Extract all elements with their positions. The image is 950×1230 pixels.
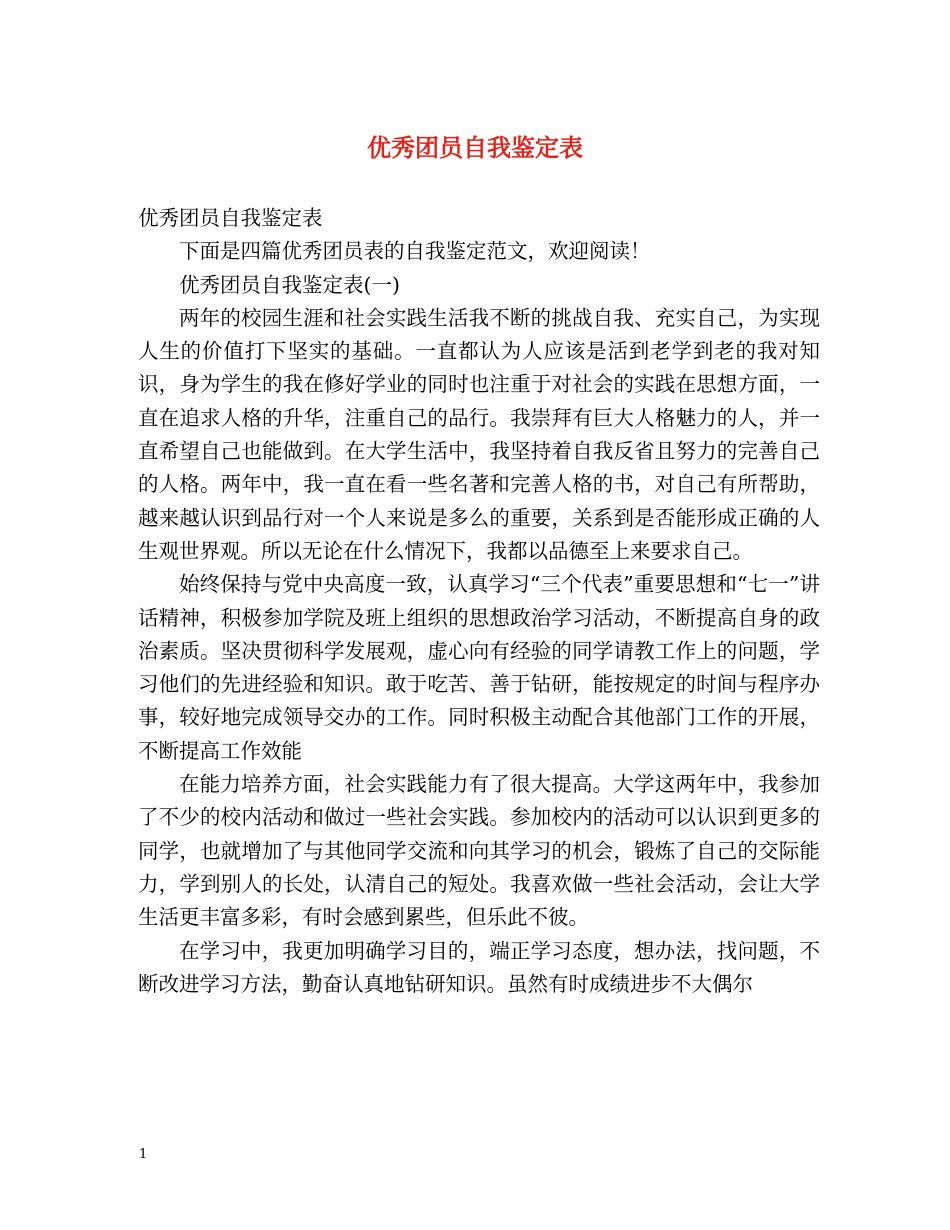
body-paragraph: 始终保持与党中央高度一致，认真学习“三个代表”重要思想和“七一”讲话精神，积极参加学院及班上组织的思想政治学习活动，不断提高自身的政治素质。坚决贯彻科学发展观，虚心向有经验的同学请教工作上的问题，学习他们的先进经验和知识。敢于吃苦、善于钻研，能按规定的时间与程序办事，较好地完成领导交办的工作。同时积极主动配合其他部门工作的开展，不断提高工作效能 bbox=[138, 572, 820, 763]
body-paragraph: 在能力培养方面，社会实践能力有了很大提高。大学这两年中，我参加了不少的校内活动和做过一些社会实践。参加校内的活动可以认识到更多的同学，也就增加了与其他同学交流和向其学习的机会，锻炼了自己的交际能力，学到别人的长处，认清自己的短处。我喜欢做一些社会活动，会让大学生活更丰富多彩，有时会感到累些，但乐此不彼。 bbox=[138, 772, 820, 930]
heading-paragraph: 优秀团员自我鉴定表 bbox=[138, 206, 323, 230]
document-body bbox=[138, 202, 820, 1001]
body-paragraph: 两年的校园生涯和社会实践生活我不断的挑战自我、充实自己，为实现人生的价值打下坚实的基础。一直都认为人应该是活到老学到老的我对知识，身为学生的我在修好学业的同时也注重于对社会的实践在思想方面，一直在追求人格的升华，注重自己的品行。我崇拜有巨大人格魅力的人，并一直希望自己也能做到。在大学生活中，我坚持着自我反省且努力的完善自己的人格。两年中，我一直在看一些名著和完善人格的书，对自己有所帮助，越来越认识到品行对一个人来说是多么的重要，关系到是否能形成正确的人生观世界观。所以无论在什么情况下，我都以品德至上来要求自己。 bbox=[138, 305, 820, 563]
body-paragraph: 在学习中，我更加明确学习目的，端正学习态度，想办法，找问题，不断改进学习方法，勤奋认真地钻研知识。虽然有时成绩进步不大偶尔 bbox=[138, 938, 820, 996]
document-title: 优秀团员自我鉴定表 bbox=[367, 133, 583, 162]
intro-paragraph: 下面是四篇优秀团员表的自我鉴定范文，欢迎阅读！ bbox=[179, 239, 651, 264]
section-heading: 优秀团员自我鉴定表(一) bbox=[179, 272, 400, 297]
page-number: 1 bbox=[139, 1147, 148, 1162]
